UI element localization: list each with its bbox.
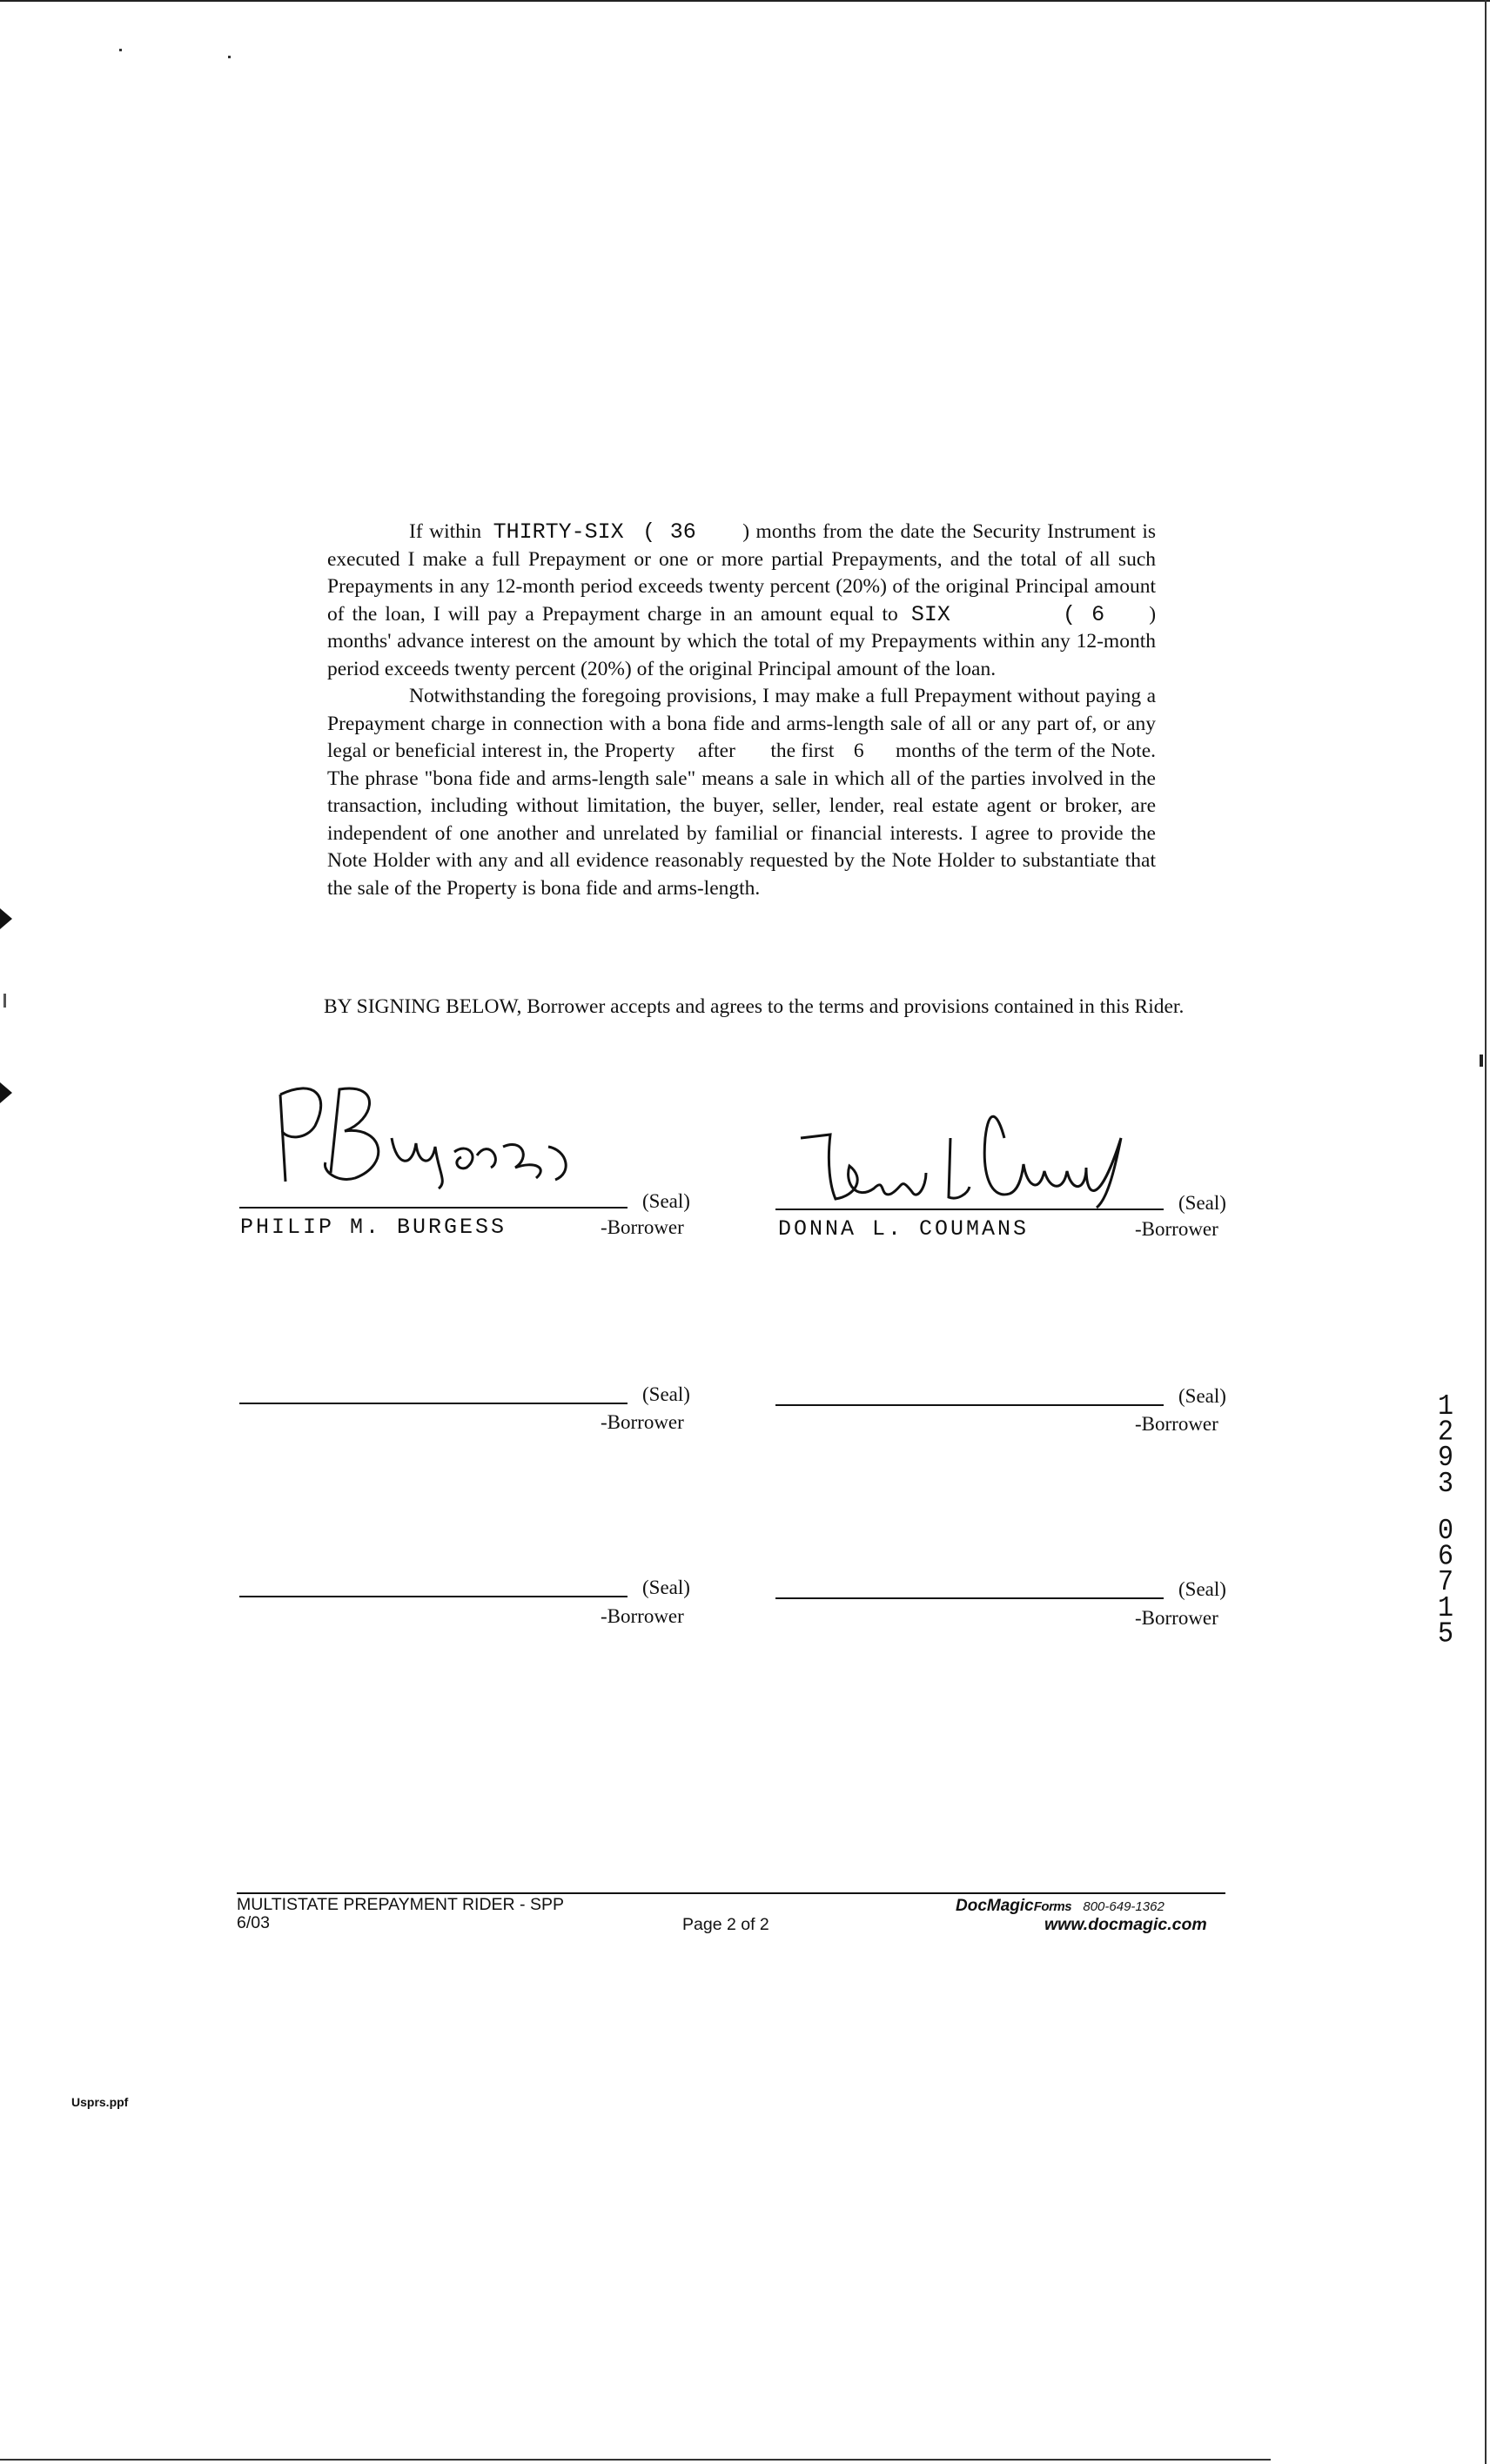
text-segment: Notwithstanding the foregoing provisions, I may make a full Prepayment without paying a Prepayment charge in connection with a bona fide and arms-length sale of all or any part of, or any legal or beneficial interest in, the Property xyxy=(327,685,1156,762)
brand-name: DocMagic xyxy=(956,1897,1034,1915)
scan-speck xyxy=(228,56,231,58)
months-number-field: ( 36 xyxy=(642,519,696,545)
recording-digit: 1 xyxy=(1437,1592,1453,1625)
footer-rule xyxy=(237,1892,1225,1894)
seal-label: (Seal) xyxy=(642,1190,690,1212)
brand-phone: 800-649-1362 xyxy=(1083,1899,1164,1914)
text-segment: ) months from the date the Security Instrument is executed I make a full Prepayment or one or more partial Prepayments, and the total of all such Prepayments in any 12-month period exceeds twenty percent (20%) of the original Principal amount of the loan, I will pay a Prepayment charge in an amount equal to xyxy=(327,520,1157,626)
website: www.docmagic.com xyxy=(1044,1915,1207,1934)
seal-label: (Seal) xyxy=(1178,1385,1226,1407)
signature-philip-burgess xyxy=(261,1077,583,1199)
text-segment: months of the term of the Note. The phrase "bona fide and arms-length sale" means a sale in which all of the parties involved in the transaction, including without limitation, the buyer, seller, lender, real estate agent or broker, are independent of one another and unrelated by familial or financial interests. I agree to provide the Note Holder with any and all evidence reasonably requested by the Note Holder to substantiate that the sale of the Property is bona fide and arms-length. xyxy=(327,740,1156,900)
recording-digit: 5 xyxy=(1437,1618,1453,1651)
docmagic-branding xyxy=(956,1897,1164,1916)
signature-line xyxy=(239,1403,628,1404)
recording-digit: 0 xyxy=(1437,1515,1453,1548)
prepayment-terms xyxy=(327,519,1156,902)
brand-suffix: Forms xyxy=(1033,1899,1072,1914)
text-segment: ) months' advance interest on the amount by which the total of my Prepayments within any 12-month period exceeds twenty percent (20%) of the original Principal amount of the loan. xyxy=(327,602,1157,680)
seal-label: (Seal) xyxy=(1178,1578,1226,1600)
recording-digit: 6 xyxy=(1437,1541,1453,1574)
signature-line xyxy=(239,1596,628,1597)
seal-label: (Seal) xyxy=(1178,1192,1226,1214)
left-edge-arrow-mark xyxy=(0,1082,12,1103)
left-edge-arrow-mark xyxy=(0,908,12,929)
borrower-label: -Borrower xyxy=(601,1216,684,1238)
agreement-text: BY SIGNING BELOW, Borrower accepts and agrees to the terms and provisions contained in this Rider. xyxy=(324,995,1185,1018)
borrower-label: -Borrower xyxy=(1135,1218,1218,1240)
after-field: after xyxy=(697,740,735,762)
borrower-name-donna: DONNA L. COUMANS xyxy=(778,1216,1030,1242)
form-date: 6/03 xyxy=(237,1913,270,1932)
right-edge-tick xyxy=(1480,1055,1483,1067)
borrower-label: -Borrower xyxy=(1135,1607,1218,1629)
borrower-label: -Borrower xyxy=(601,1411,684,1433)
recording-number xyxy=(1434,1390,1457,1651)
recording-digit: 2 xyxy=(1437,1416,1453,1450)
left-edge-tick xyxy=(3,994,6,1008)
interest-months-number-field: ( 6 xyxy=(1062,601,1105,627)
recording-digit: 1 xyxy=(1437,1390,1453,1423)
recording-digit: 9 xyxy=(1437,1442,1453,1476)
scan-speck xyxy=(119,49,122,51)
signature-line xyxy=(775,1404,1164,1406)
recording-digit: 7 xyxy=(1437,1566,1453,1600)
form-title: MULTISTATE PREPAYMENT RIDER - SPP xyxy=(237,1895,564,1914)
seal-label: (Seal) xyxy=(642,1577,690,1598)
first-months-field: 6 xyxy=(853,740,864,762)
page-edge-bottom xyxy=(0,2459,1271,2461)
interest-months-words-field: SIX xyxy=(910,601,950,627)
signature-line xyxy=(775,1209,1164,1210)
borrower-name-philip: PHILIP M. BURGESS xyxy=(240,1215,507,1240)
page-edge-right xyxy=(1485,0,1487,2464)
borrower-label: -Borrower xyxy=(1135,1413,1218,1435)
seal-label: (Seal) xyxy=(642,1383,690,1405)
signature-line xyxy=(775,1597,1164,1599)
signature-line xyxy=(239,1207,628,1209)
signature-donna-coumans xyxy=(795,1103,1144,1213)
sale-exception-paragraph xyxy=(327,683,1156,902)
agreement-paragraph xyxy=(237,994,1236,1021)
page-number: Page 2 of 2 xyxy=(682,1915,769,1934)
text-segment: the first xyxy=(770,740,835,762)
prepayment-charge-paragraph xyxy=(327,519,1156,683)
text-segment: If within xyxy=(409,520,482,543)
recording-digit: 3 xyxy=(1437,1468,1453,1501)
borrower-label: -Borrower xyxy=(601,1605,684,1627)
months-words-field: THIRTY-SIX xyxy=(493,519,624,545)
page-edge-top xyxy=(0,0,1490,2)
file-code: Usprs.ppf xyxy=(71,2095,129,2109)
